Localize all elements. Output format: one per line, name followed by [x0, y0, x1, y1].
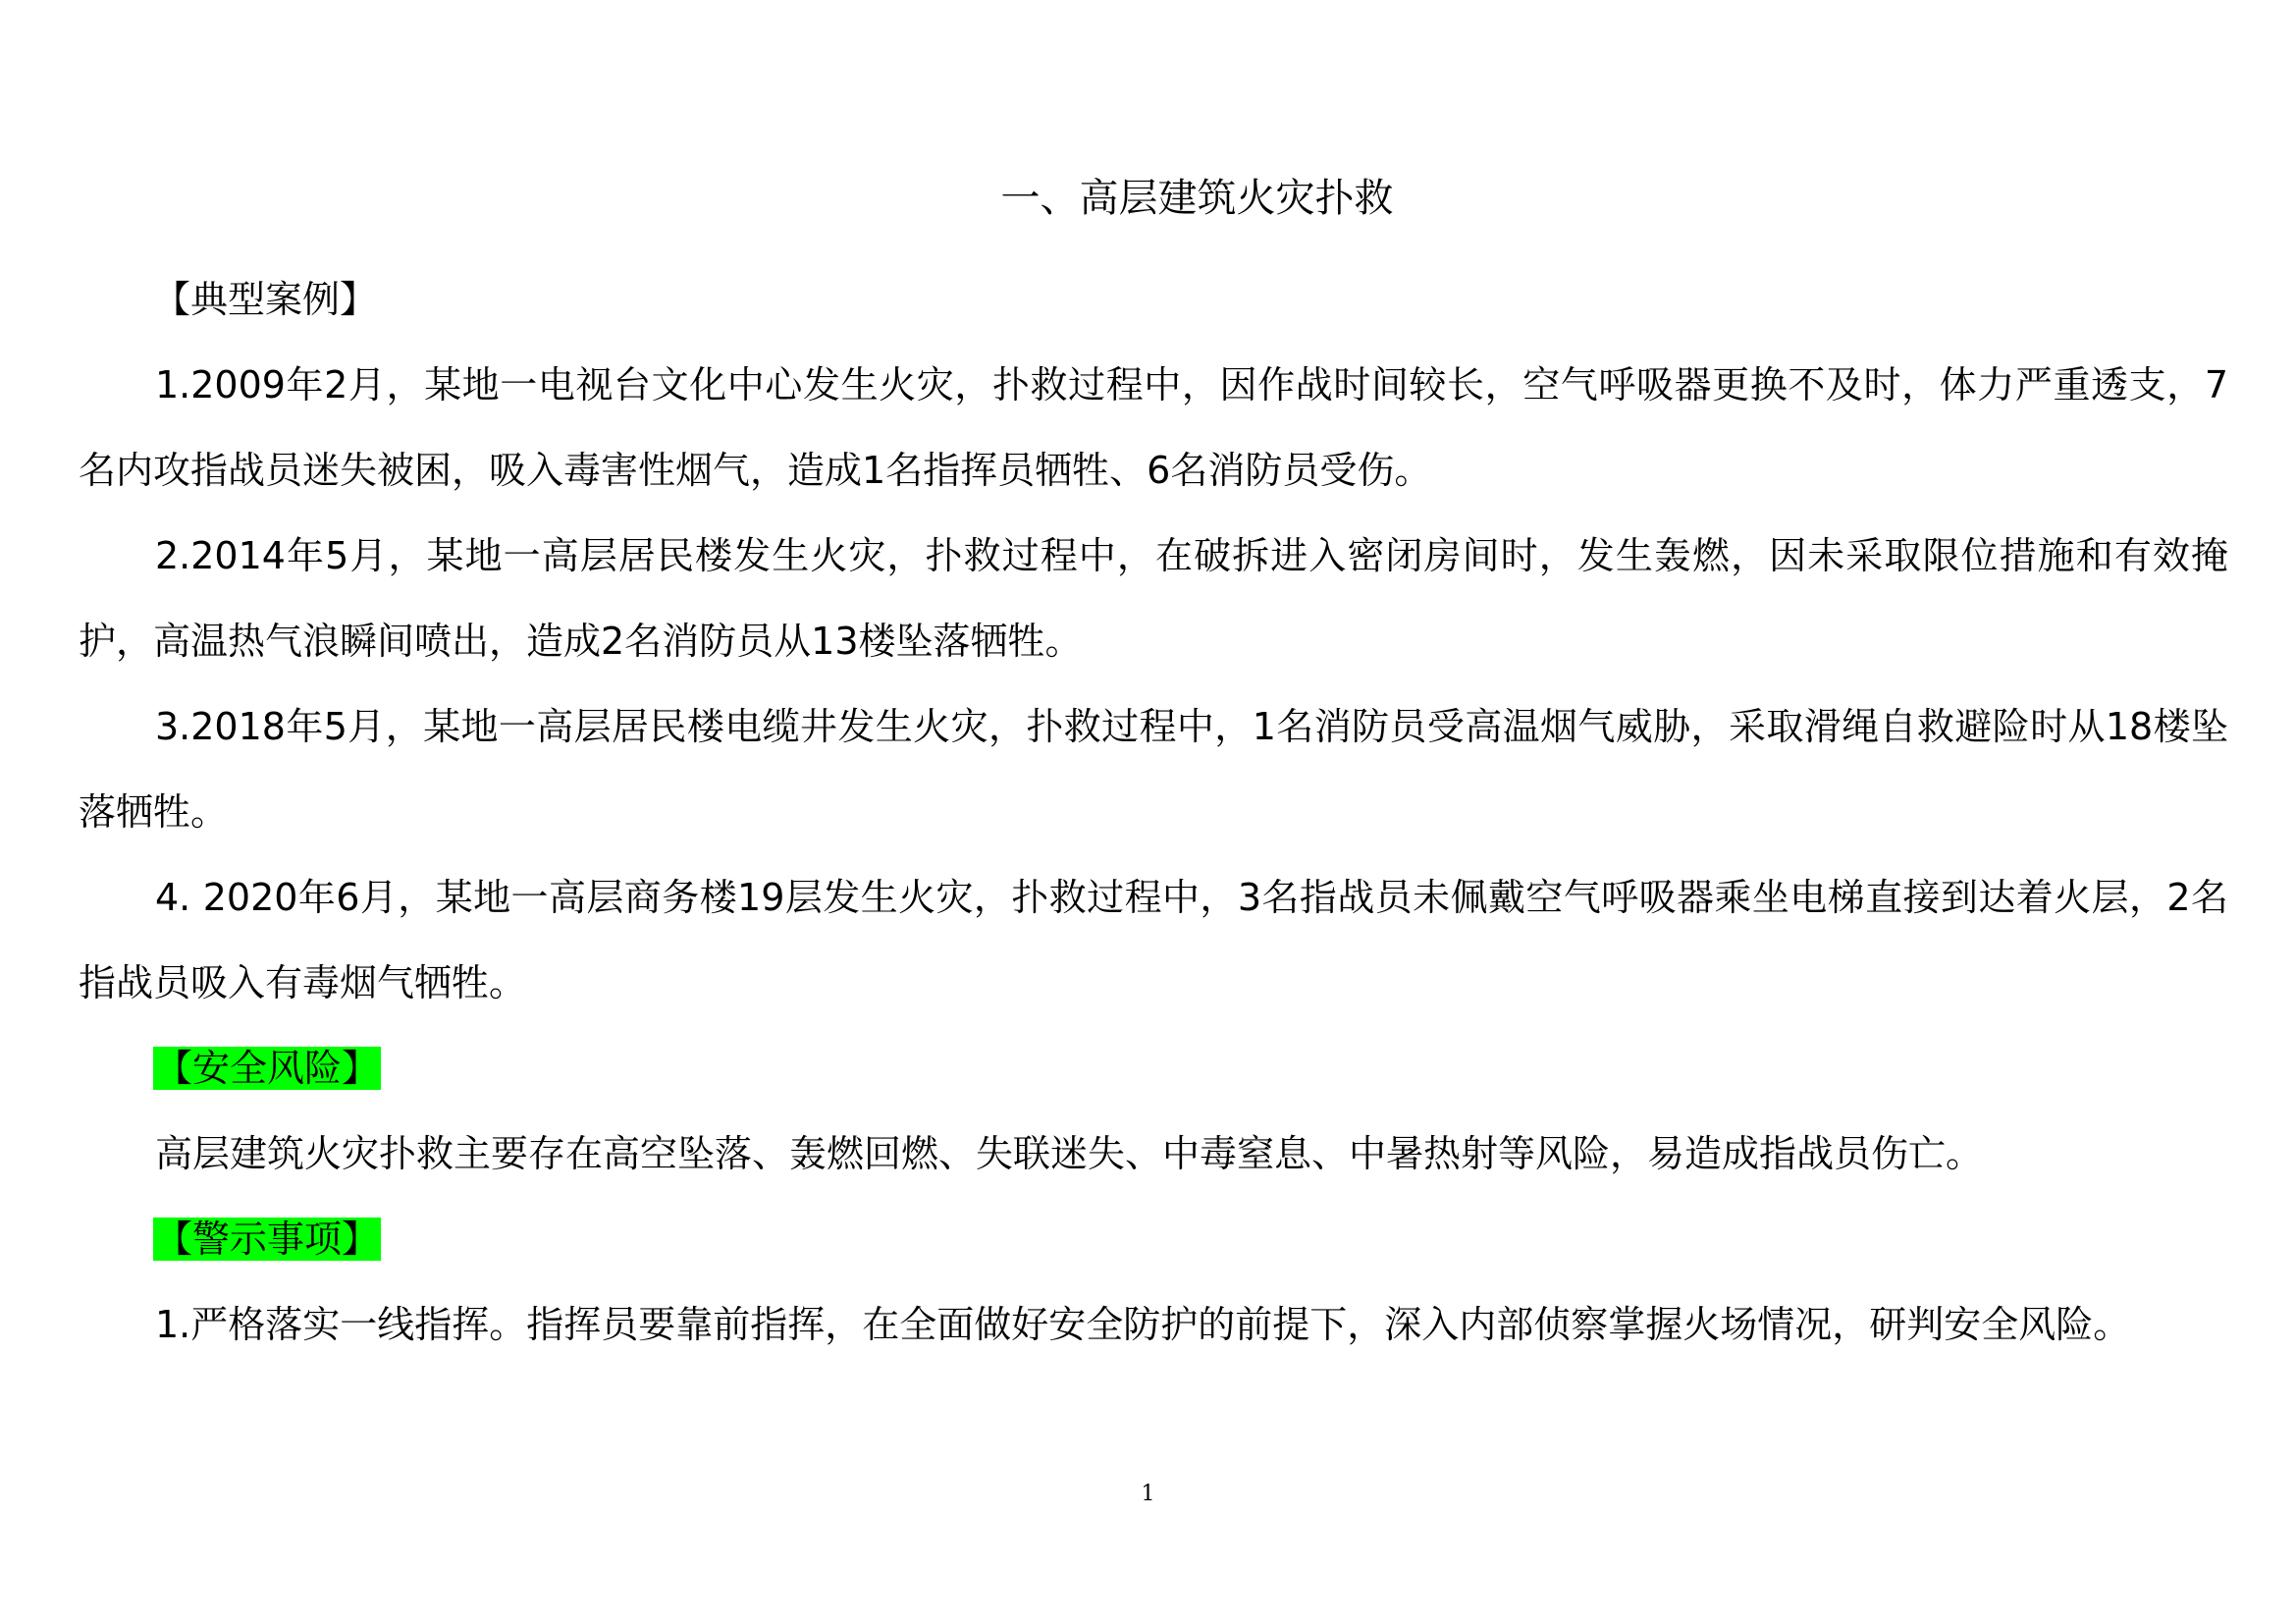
warning-paragraph-1: 1.严格落实一线指挥。指挥员要靠前指挥，在全面做好安全防护的前提下，深入内部侦察掌握火场情况，研判安全风险。: [155, 1303, 2131, 1346]
risk-heading: 【安全风险】: [155, 1047, 380, 1090]
risk-heading-line: [79, 1026, 2228, 1111]
warning-heading-line: [79, 1197, 2228, 1282]
cases-heading: 【典型案例】: [153, 278, 378, 321]
case-paragraph-2: 2.2014年5月，某地一高层居民楼发生火灾，扑救过程中，在破拆进入密闭房间时，发生轰燃，因未采取限位措施和有效掩护，高温热气浪瞬间喷出，造成2名消防员从13楼坠落牺牲。: [79, 534, 2228, 663]
page-number: 1: [1141, 1482, 1155, 1506]
document-title: 一、高层建筑火灾扑救: [1000, 176, 1394, 221]
document-body: [79, 257, 2228, 1368]
case-paragraph-4: 4. 2020年6月，某地一高层商务楼19层发生火灾，扑救过程中，3名指战员未佩戴空气呼吸器乘坐电梯直接到达着火层，2名指战员吸入有毒烟气牺牲。: [79, 876, 2228, 1004]
warning-heading: 【警示事项】: [155, 1218, 380, 1261]
case-paragraph-3: 3.2018年5月，某地一高层居民楼电缆井发生火灾，扑救过程中，1名消防员受高温烟气威胁，采取滑绳自救避险时从18楼坠落牺牲。: [79, 705, 2228, 834]
risk-paragraph: 高层建筑火灾扑救主要存在高空坠落、轰燃回燃、失联迷失、中毒窒息、中暑热射等风险，易造成指战员伤亡。: [155, 1132, 1984, 1175]
case-paragraph-1: 1.2009年2月，某地一电视台文化中心发生火灾，扑救过程中，因作战时间较长，空气呼吸器更换不及时，体力严重透支，7名内攻指战员迷失被困，吸入毒害性烟气，造成1名指挥员牺牲、6名消防员受伤。: [79, 363, 2228, 492]
